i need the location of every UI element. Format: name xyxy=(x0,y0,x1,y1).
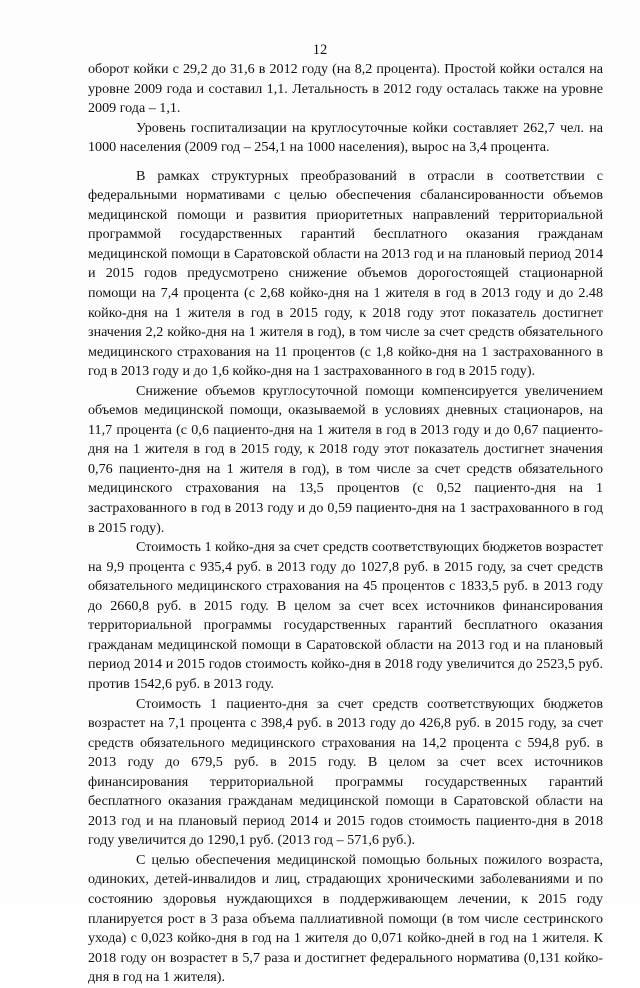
paragraph-structural-reforms: В рамках структурных преобразований в отрасли в соответствии с федеральными нормативами с целью обеспечения сбалансированности объемов медицинской помощи и развития приоритетных направлений территориальной программой государственных гарантий бесплатного оказания гражданам медицинской помощи в Саратовской области на 2013 год и на плановый период 2014 и 2015 годов предусмотрено снижение объемов дорогостоящей стационарной помощи на 7,4 процента (с 2,68 койко-дня на 1 жителя в год в 2013 году и до 2.48 койко-дня на 1 жителя в год в 2015 году, к 2018 году этот показатель достигнет значения 2,2 койко-дня на 1 жителя в год), в том числе за счет средств обязательного медицинского страхования на 11 процентов (с 1,8 койко-дня на 1 застрахованного в год в 2013 году и до 1,6 койко-дня на 1 застрахованного в год в 2015 году). xyxy=(88,167,603,380)
document-body xyxy=(88,60,603,988)
paragraph-bed-turnover: оборот койки с 29,2 до 31,6 в 2012 году (на 8,2 процента). Простой койки остался на уровне 2009 года и составил 1,1. Летальность в 2012 году осталась также на уровне 2009 года – 1,1. xyxy=(88,61,603,117)
paragraph-hospitalization-level: Уровень госпитализации на круглосуточные койки составляет 262,7 чел. на 1000 населения (2009 год – 254,1 на 1000 населения), вырос на 3,4 процента. xyxy=(88,119,603,156)
paragraph-palliative-care: С целью обеспечения медицинской помощью больных пожилого возраста, одиноких, детей-инвалидов и лиц, страдающих хроническими заболеваниями и по состоянию здоровья нуждающихся в поддерживающем лечении, к 2015 году планируется рост в 3 раза объема паллиативной помощи (в том числе сестринского ухода) с 0,023 койко-дня в год на 1 жителя до 0,071 койко-дней в год на 1 жителя. К 2018 году он возрастет в 5,7 раза и достигнет федерального норматива (0,131 койко-дня в год на 1 жителя). xyxy=(88,851,603,986)
paragraph-day-hospitals: Снижение объемов круглосуточной помощи компенсируется увеличением объемов медицинской помощи, оказываемой в условиях дневных стационаров, на 11,7 процента (с 0,6 пациенто-дня на 1 жителя в год в 2013 году и до 0,67 пациенто-дня на 1 жителя в год в 2015 году, к 2018 году этот показатель достигнет значения 0,76 пациенто-дня на 1 жителя в год), в том числе за счет средств обязательного медицинского страхования на 13,5 процентов (с 0,52 пациенто-дня на 1 застрахованного в год в 2013 году и до 0,59 пациенто-дня на 1 застрахованного в год в 2015 году). xyxy=(88,382,603,536)
paragraph-patient-day-cost: Стоимость 1 пациенто-дня за счет средств соответствующих бюджетов возрастет на 7,1 процента с 398,4 руб. в 2013 году до 426,8 руб. в 2015 году, за счет средств обязательного медицинского страхования на 14,2 процента с 594,8 руб. в 2013 году до 679,5 руб. в 2015 году. В целом за счет всех источников финансирования территориальной программы государственных гарантий бесплатного оказания гражданам медицинской помощи в Саратовской области на 2013 год и на плановый период 2014 и 2015 годов стоимость пациенто-дня в 2018 году увеличится до 1290,1 руб. (2013 год – 571,6 руб.). xyxy=(88,695,603,849)
paragraph-bed-day-cost: Стоимость 1 койко-дня за счет средств соответствующих бюджетов возрастет на 9,9 процента с 935,4 руб. в 2013 году до 1027,8 руб. в 2015 году, за счет средств обязательного медицинского страхования на 45 процентов с 1833,5 руб. в 2013 году до 2660,8 руб. в 2015 году. В целом за счет всех источников финансирования территориальной программы государственных гарантий бесплатного оказания гражданам медицинской помощи в Саратовской области на 2013 год и на плановый период 2014 и 2015 годов стоимость койко-дня в 2018 году увеличится до 2523,5 руб. против 1542,6 руб. в 2013 году. xyxy=(88,539,603,692)
page-number: 12 xyxy=(312,42,328,58)
